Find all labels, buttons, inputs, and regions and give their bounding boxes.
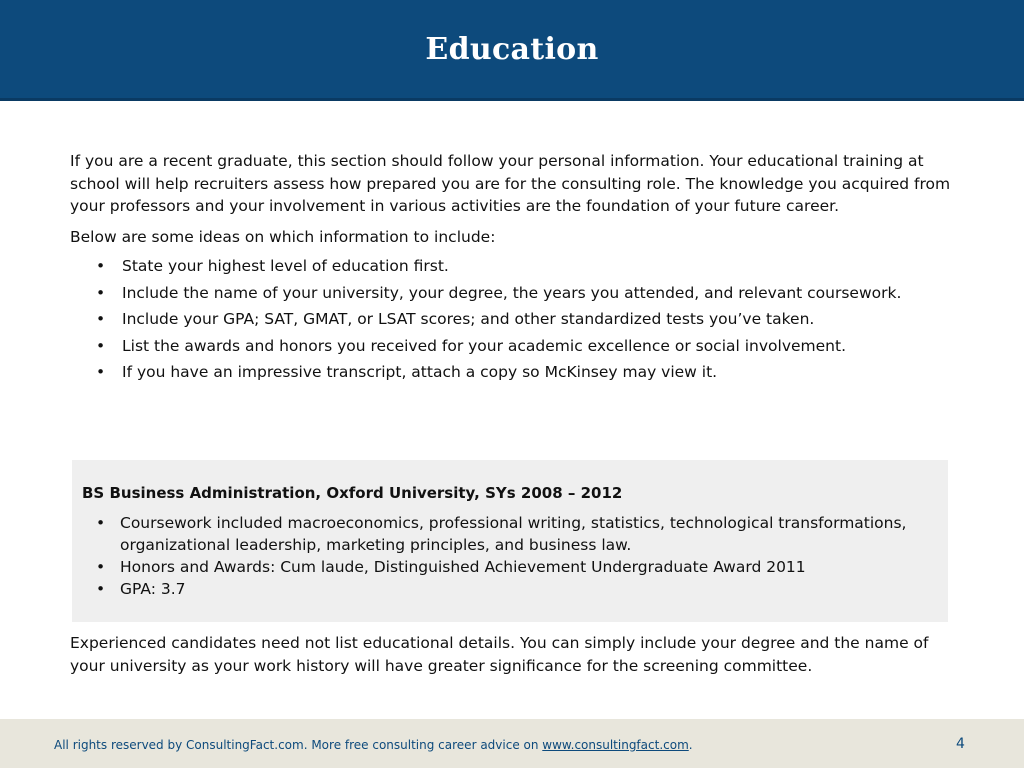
list-item — [82, 556, 948, 578]
main-content — [70, 150, 960, 388]
title-banner — [0, 0, 1024, 101]
list-item — [70, 255, 960, 278]
list-item — [70, 335, 960, 358]
bullet-icon: • — [96, 283, 106, 302]
example-item-text: Coursework included macroeconomics, professional writing, statistics, technological transformations, organizational leadership, marketing principles, and business law. — [120, 514, 907, 554]
bullet-icon: • — [96, 363, 106, 381]
intro-paragraph: If you are a recent graduate, this section should follow your personal information. Your educational training at school will help recruiters assess how prepared you are for the consulting role. The knowledge you acquired from your professors and your involvement in various activities are the foundation of your future career. — [70, 152, 951, 215]
footer-text: All rights reserved by ConsultingFact.com. More free consulting career advice on — [54, 738, 543, 752]
tips-list — [70, 255, 960, 384]
bullet-icon: • — [96, 514, 106, 532]
tip-text: State your highest level of education first. — [122, 257, 449, 275]
list-item — [70, 282, 960, 305]
footer-copyright — [54, 738, 693, 752]
footer-website-link[interactable]: www.consultingfact.com — [542, 738, 689, 752]
tip-text: List the awards and honors you received for your academic excellence or social involvement. — [122, 336, 847, 355]
page-title: Education — [425, 32, 599, 67]
example-item-text: GPA: 3.7 — [120, 580, 186, 598]
footer — [0, 719, 1024, 768]
list-item — [70, 308, 960, 331]
tip-text: If you have an impressive transcript, attach a copy so McKinsey may view it. — [122, 363, 718, 381]
tip-text: Include your GPA; SAT, GMAT, or LSAT scores; and other standardized tests you’ve taken. — [122, 310, 815, 328]
tip-text: Include the name of your university, your degree, the years you attended, and relevant coursework. — [122, 283, 902, 302]
footer-period: . — [688, 738, 693, 752]
list-item — [70, 361, 960, 384]
bullet-icon: • — [96, 257, 106, 275]
example-list — [82, 512, 948, 600]
example-degree-title: BS Business Administration, Oxford University, SYs 2008 – 2012 — [82, 484, 623, 502]
bullet-icon: • — [96, 336, 106, 355]
closing-paragraph: Experienced candidates need not list educational details. You can simply include your degree and the name of your university as your work history will have greater significance for the screening committee. — [70, 634, 929, 675]
example-item-text: Honors and Awards: Cum laude, Distinguished Achievement Undergraduate Award 2011 — [120, 558, 806, 576]
page-number: 4 — [956, 736, 965, 752]
list-item — [82, 512, 948, 556]
bullet-icon: • — [96, 580, 106, 598]
bullet-icon: • — [96, 310, 106, 328]
list-item — [82, 578, 948, 600]
education-example-box — [72, 460, 948, 622]
bullet-icon: • — [96, 558, 106, 576]
closing-section — [70, 632, 960, 677]
list-intro: Below are some ideas on which information to include: — [70, 227, 496, 246]
